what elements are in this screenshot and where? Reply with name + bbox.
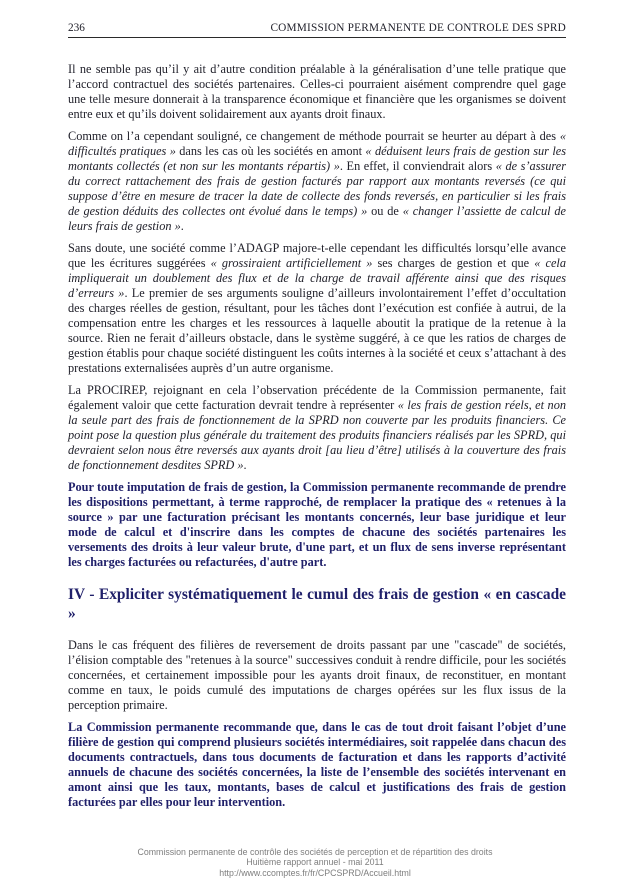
paragraph-text: Il ne semble pas qu’il y ait d’autre condition préalable à la généralisation d’une telle pratique que l’accord contractuel des sociétés partenaires. Celles-ci pourraient aisément comprendre quel gage une telle mesure donnerait à la transparence économique et financière que les organismes se doivent entre eux et qu’ils doivent solidairement aux ayants droit finaux. xyxy=(68,62,566,121)
body-paragraph xyxy=(68,62,566,122)
quoted-italic-text: « grossiraient artificiellement » xyxy=(210,256,373,270)
paragraph-text: Dans le cas fréquent des filières de reversement de droits passant par une "cascade" de sociétés, l’élision comptable des "retenues à la source" successives conduit à rendre difficile, pour les sociétés concernées, et certainement impossible pour les ayants droit finaux, de reconstituer, en montant comme en taux, le poids cumulé des imputations de charges opérées sur les flux issus de la perception primaire. xyxy=(68,638,566,712)
footer-url: http://www.ccomptes.fr/fr/CPCSPRD/Accueil.html xyxy=(219,867,411,878)
running-title: COMMISSION PERMANENTE DE CONTROLE DES SPRD xyxy=(270,22,566,34)
body-paragraph xyxy=(68,638,566,713)
recommendation-paragraph xyxy=(68,480,566,570)
body-paragraph xyxy=(68,129,566,234)
recommendation-paragraph xyxy=(68,720,566,810)
body-paragraph xyxy=(68,241,566,376)
paragraph-text: ses charges de gestion et que xyxy=(372,256,535,270)
quoted-italic-text: « changer l’assiette de calcul de leurs frais de gestion » xyxy=(68,204,566,233)
paragraph-text: . xyxy=(243,458,247,472)
footer-publication-line: Commission permanente de contrôle des sociétés de perception et de répartition des droits xyxy=(137,846,493,857)
body-paragraph xyxy=(68,383,566,473)
quoted-italic-text: « de s’assurer du correct rattachement des frais de gestion facturés par rapport aux montants reversés (ce qui suppose d’être en mesure de tracer la date de collecte des fonds reversés, en particulier si les frais de gestion déduits des collectes ont évolué dans le temps) » xyxy=(68,159,566,218)
page-footer xyxy=(0,847,630,879)
paragraph-text: . Le premier de ses arguments souligne d’ailleurs involontairement l’effet d’occultation des charges réelles de gestion, résultant, pour les tâches dont l’exécution est confiée à autrui, de la compensation entre les charges et les ressources à laquelle aboutit la pratique de la retenue à la source. Rien ne ferait d’ailleurs obstacle, dans le système suggéré, à ce que les ratios de charges de gestion établis pour chaque société distinguent les coûts internes à la société et ceux s’attachant à des prestations externalisées auprès d’un autre organisme. xyxy=(68,286,566,375)
quoted-italic-text: « les frais de gestion réels, et non la seule part des frais de fonctionnement de la SPRD non couverte par les produits financiers. Ce point pose la question plus générale du traitement des produits financiers réalisés par les SPRD, qui devraient selon nous être reversés aux ayants droit [au lieu d’être] utilisés à la couverture des frais de fonctionnement desdites SPRD » xyxy=(68,398,566,472)
paragraph-text: La PROCIREP, rejoignant en cela l’observation précédente de la Commission permanente, fait également valoir que cette facturation devrait tendre à représenter xyxy=(68,383,566,412)
paragraph-text: dans les cas où les sociétés en amont xyxy=(175,144,366,158)
paragraph-text: Sans doute, une société comme l’ADAGP majore-t-elle cependant les difficultés lorsqu’elle avance que les écritures suggérées xyxy=(68,241,566,270)
page-number: 236 xyxy=(68,22,85,34)
paragraph-text: . xyxy=(180,219,184,233)
page-header xyxy=(68,22,566,38)
paragraph-text: Comme on l’a cependant souligné, ce changement de méthode pourrait se heurter au départ à des xyxy=(68,129,560,143)
quoted-italic-text: « déduisent leurs frais de gestion sur les montants collectés (et non sur les montants répartis) » xyxy=(68,144,567,173)
paragraph-text: . En effet, il conviendrait alors xyxy=(339,159,496,173)
quoted-italic-text: « difficultés pratiques » xyxy=(68,129,566,158)
quoted-italic-text: « cela impliquerait un doublement des flux et de la charge de travail afférente ainsi que des risques d’erreurs » xyxy=(68,256,566,300)
paragraph-text: Pour toute imputation de frais de gestion, la Commission permanente recommande de prendre les dispositions permettant, à terme rapproché, de remplacer la pratique des « retenues à la source » par une facturation précisant les montants concernés, leur base juridique et leur mode de calcul et d'inscrire dans les comptes de chacune des sociétés partenaires les versements des droits à leur valeur brute, d'une part, et un flux de sens inverse représentant les charges facturées ou refacturées, d'autre part. xyxy=(68,480,566,569)
section-heading: IV - Expliciter systématiquement le cumul des frais de gestion « en cascade » xyxy=(68,586,566,622)
paragraph-text: La Commission permanente recommande que, dans le cas de tout droit faisant l’objet d’une filière de gestion qui comprend plusieurs sociétés intermédiaires, soit rappelée dans chacun des documents contractuels, dans tous documents de facturation et dans les rapports d’activité annuels de chacune des sociétés concernées, la liste de l’ensemble des sociétés intervenant en amont ainsi que les taux, montants, bases de calcul et justifications des frais de gestion facturées par elles pour leur intervention. xyxy=(68,720,566,809)
paragraph-text: ou de xyxy=(367,204,403,218)
document-body xyxy=(68,62,566,810)
footer-edition-line: Huitième rapport annuel - mai 2011 xyxy=(246,857,384,867)
